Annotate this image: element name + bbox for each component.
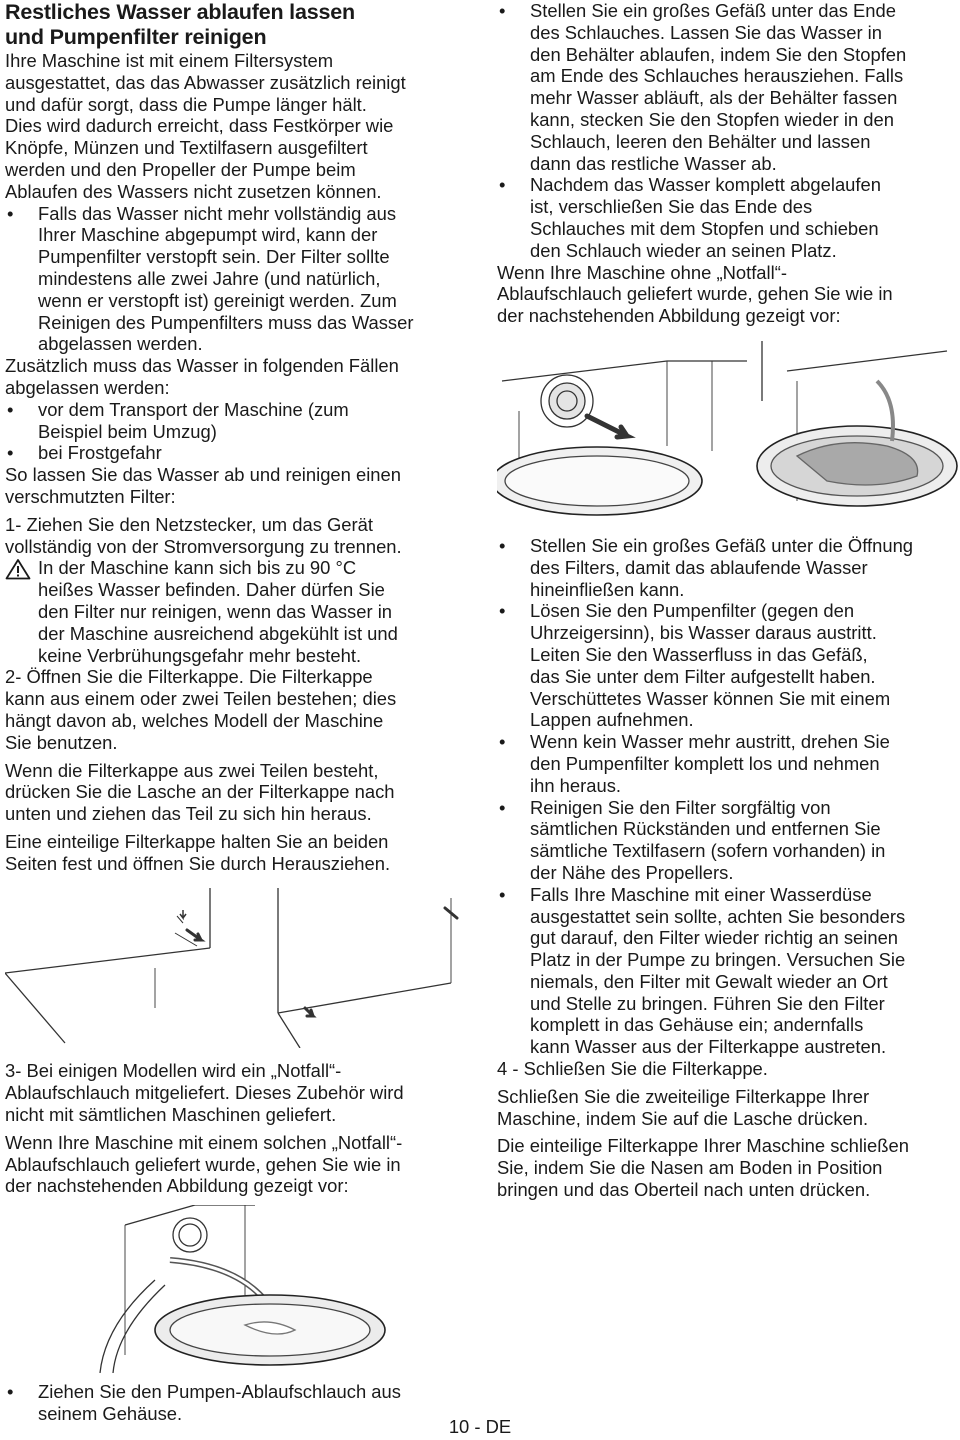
right-column xyxy=(497,0,959,1201)
title-line: Restliches Wasser ablaufen lassen xyxy=(5,0,355,24)
bullet-pull-hose: • Ziehen Sie den Pumpen-Ablaufschlauch aus seinem Gehäuse. xyxy=(5,1381,467,1425)
bullet-loosen-filter: • Lösen Sie den Pumpenfilter (gegen den Uhrzeigersinn), bis Wasser daraus austritt. Leiten Sie den Wasserfluss in das Gefäß, das Sie unter dem Filter aufgestellt haben. Verschüttetes Wasser können Sie mit einem Lappen aufnehmen. xyxy=(497,600,959,731)
step-4: 4 - Schließen Sie die Filterkappe. xyxy=(497,1058,768,1080)
with-hose-text: Wenn Ihre Maschine mit einem solchen „Notfall“- Ablaufschlauch geliefert wurde, gehen Sie wie in der nachstehenden Abbildung gezeigt vor: xyxy=(5,1131,403,1197)
left-column xyxy=(5,0,467,1425)
so-text: So lassen Sie das Wasser ab und reinigen einen verschmutzten Filter: xyxy=(5,464,401,507)
cases-intro: Zusätzlich muss das Wasser in folgenden Fällen abgelassen werden: xyxy=(5,355,399,398)
bullet-transport: • vor dem Transport der Maschine (zum Beispiel beim Umzug) xyxy=(5,399,467,443)
bullet-clogged-filter: • Falls das Wasser nicht mehr vollständig aus Ihrer Maschine abgepumpt wird, kann der Pumpenfilter verstopft sein. Der Filter sollte mindestens alle zwei Jahre (und natürlich, wenn er verstopft ist) gereinigt werden. Zum Reinigen des Pumpenfilters muss das Wasser abgelassen werden. xyxy=(5,203,467,356)
without-hose-text: Wenn Ihre Maschine ohne „Notfall“- Ablaufschlauch geliefert wurde, gehen Sie wie in der nachstehenden Abbildung gezeigt vor: xyxy=(497,261,893,327)
title-line: und Pumpenfilter reinigen xyxy=(5,25,267,49)
filter-drain-illustration xyxy=(497,341,959,521)
bullet-water-jet: • Falls Ihre Maschine mit einer Wasserdüse ausgestattet sein sollte, achten Sie besonders gut darauf, den Filter wieder richtig an seinen Platz in der Pumpe zu bringen. Versuchen Sie niemals, den Filter mit Gewalt wieder an Ort und Stelle zu bringen. Führen Sie den Filter komplett in das Gehäuse ein; andernfalls kann Wasser aus der Filterkappe austreten. xyxy=(497,884,959,1058)
close-one-part-text: Die einteilige Filterkappe Ihrer Maschine schließen Sie, indem Sie die Nasen am Boden in Position bringen und das Oberteil nach unten drücken. xyxy=(497,1135,909,1201)
one-part-cap-text: Eine einteilige Filterkappe halten Sie an beiden Seiten fest und öffnen Sie durch Herausziehen. xyxy=(5,830,391,874)
bullet-frost: • bei Frostgefahr xyxy=(5,442,467,464)
warning-hot-water: In der Maschine kann sich bis zu 90 °C heißes Wasser befinden. Daher dürfen Sie den Filter nur reinigen, wenn das Wasser in der Maschine ausreichend abgekühlt ist und keine Verbrühungsgefahr mehr besteht. xyxy=(5,557,467,666)
close-two-part-text: Schließen Sie die zweiteilige Filterkappe Ihrer Maschine, indem Sie auf die Lasche drücken. xyxy=(497,1085,870,1129)
warning-triangle-icon xyxy=(5,558,31,580)
bullet-vessel-under-filter: • Stellen Sie ein großes Gefäß unter die Öffnung des Filters, damit das ablaufende Wasser hineinfließen kann. xyxy=(497,535,959,600)
step-2: 2- Öffnen Sie die Filterkappe. Die Filterkappe kann aus einem oder zwei Teilen bestehen; dies hängt davon ab, welches Modell der Maschine Sie benutzen. xyxy=(5,666,397,753)
emergency-hose-illustration xyxy=(5,1205,465,1373)
page-number: 10 - DE xyxy=(448,1416,512,1437)
bullet-remove-filter: • Wenn kein Wasser mehr austritt, drehen Sie den Pumpenfilter komplett los und nehmen ihn heraus. xyxy=(497,731,959,796)
bullet-clean-filter: • Reinigen Sie den Filter sorgfältig von sämtlichen Rückständen und entfernen Sie sämtliche Textilfasern (sofern vorhanden) in der Nähe des Propellers. xyxy=(497,797,959,884)
step-3: 3- Bei einigen Modellen wird ein „Notfall“- Ablaufschlauch mitgeliefert. Dieses Zubehör wird nicht mit sämtlichen Maschinen geliefert. xyxy=(5,1060,404,1126)
section-title xyxy=(5,0,467,50)
step-1: 1- Ziehen Sie den Netzstecker, um das Gerät vollständig von der Stromversorgung zu trennen. xyxy=(5,513,402,557)
two-part-cap-text: Wenn die Filterkappe aus zwei Teilen besteht, drücken Sie die Lasche an der Filterkappe nach unten und ziehen das Teil zu sich hin heraus. xyxy=(5,759,395,825)
bullet-close-hose: • Nachdem das Wasser komplett abgelaufen ist, verschließen Sie das Ende des Schlauches mit dem Stopfen und schieben den Schlauch wieder an seinen Platz. xyxy=(497,174,959,261)
intro-paragraph: Ihre Maschine ist mit einem Filtersystem ausgestattet, das das Abwasser zusätzlich reinigt und dafür sorgt, dass die Pumpe länger hält. Dies wird dadurch erreicht, dass Festkörper wie Knöpfe, Münzen und Textilfasern ausgefiltert werden und den Propeller der Pumpe beim Ablaufen des Wassers nicht zusetzen können. xyxy=(5,50,406,202)
bullet-vessel-under-hose: • Stellen Sie ein großes Gefäß unter das Ende des Schlauches. Lassen Sie das Wasser in den Behälter ablaufen, indem Sie den Stopfen am Ende des Schlauches herausziehen. Falls mehr Wasser abläuft, als der Behälter fassen kann, stecken Sie den Stopfen wieder in den Schlauch, leeren den Behälter und lassen dann das restliche Wasser ab. xyxy=(497,0,959,174)
filter-cap-illustration xyxy=(5,888,465,1048)
